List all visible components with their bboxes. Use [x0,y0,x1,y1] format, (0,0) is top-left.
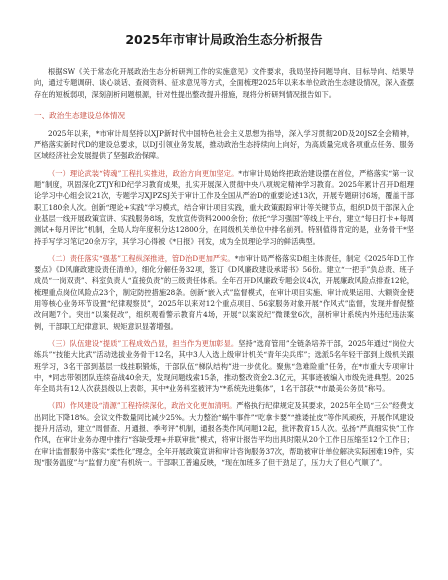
subheading-style: （四）作风建设“清源”工程持续深化，政治文化更加清明。 [48,401,237,411]
body-team: 坚持“选育管用”全链条培养干部，2025年通过“岗位大练兵”“技能大比武”活动选拔业务骨干12名，其中3人入选上级审计机关“青年尖兵库”；选派5名年轻干部到上级机关跟班学习，3名干部到基层一线挂职锻炼，干部队伍“梯队结构”进一步优化。聚焦“急难险重”任务，在*市重大专项审计中，*同志带领团队连续奋战40余天，发现问题线索15条，推动整改资金2.3亿元，其事迹被编入市级先进典型。2025年全局共有12人次获县级以上表彰，其中*业务科室被评为“*系统先进集体”，1名干部获“*市最美公务员”称号。 [34,338,414,394]
subheading-responsibility: （二）责任落实“强基”工程纵深推进，管D治D更加严实。 [48,253,235,263]
paragraph-style [34,400,414,468]
body-theory: *市审计局始终把政治建设摆在首位，严格落实“第一议题”制度，巩固深化ZTJY和D纪学习教育成果，扎实开展深入贯彻中央八项规定精神学习教育。2025年累计召开D组理论学习中心组会议21次，专题学习XJPZSJ关于审计工作及全国从严治D的重要论述13次，开展专题研讨6场，覆盖干部职工180余人次。创新“理论+实践”学习模式，结合审计项目实践，重大政策跟踪审计等关键节点，组织D员干部深入企业基层一线开展政策宣讲、实践服务8场，发放宣传资料2000余份；依托“学习强国”等线上平台，建立“每日打卡+每周测试+每月评比”机制，全局人均年度积分达12800分，在同级机关单位中排名前列。特别值得肯定的是，业务骨干*坚持手写学习笔记20余万字，其学习心得被《*日报》刊发，成为全员理论学习的鲜活典型。 [34,168,414,246]
paragraph-responsibility [34,253,414,332]
document-title: 2025年市审计局政治生态分析报告 [125,32,323,47]
paragraph-team [34,338,414,394]
section-intro-paragraph: 2025年以来，*市审计局坚持以XJP新时代中国特色社会主义思想为指导，深入学习贯彻20D及20JSZ全会精神，严格落实新时代D的建设总要求，以DJ引领业务发展，推动政治生态持续向上向好，为高质量完成各项重点任务、服务区域经济社会发展提供了坚强政治保障。 [34,128,414,161]
body-style: 严格执行纪律规定及其要求，2025年全局“三公”经费支出同比下降18%。会议文件数量同比减少25%。大力整治“蜗牛事件”“吃拿卡要”“推诿扯皮”等作风顽疾，开展作风建设提升月活动，建立“周督查、月通报、季考评”机制，通报各类作风问题12起，批评教育15人次。弘扬“严真细实快”工作作风，在审计业务办理中推行“容缺受理+并联审批”模式，将审计报告平均出具时限从20个工作日压缩至12个工作日；在审计监督服务中落实“柔性化”理念，全年开展政策宣讲和审计咨询服务37次，帮助被审计单位解决实际困难19件，实现“服务温度”与“监督力度”有机统一。干部职工普遍反映，“现在加班多了但干劲足了，压力大了但心气顺了”。 [34,401,414,467]
section-heading: 一、政治生态建设总体情况 [34,110,126,120]
subheading-theory: （一）理论武装“铸魂”工程扎实推进，政治方向更加坚定。 [48,168,239,178]
paragraph-theory [34,168,414,247]
intro-paragraph: 根据SW《关于常态化开展政治生态分析研判工作的实施意见》文件要求，我局坚持问题导向、目标导向、结果导向，通过专题调研、谈心谈话、查阅资料、征求意见等方式，全面梳理2025年以来本单位政治生态建设情况，深入查摆存在的短板弱项，深刻剖析问题根源，针对性提出整改提升措施，现将分析研判情况报告如下。 [34,67,414,99]
body-responsibility: *市审计局严格落实D组主体责任，制定《2025年D工作要点》《D风廉政建设责任清单》，细化分解任务32项，签订《D风廉政建设承诺书》56份。建立“一把手”负总责、班子成员“一岗双责”、科室负责人“直接负责”的三级责任体系。全年召开D风廉政专题会议4次，开展廉政风险点排查12轮，梳理重点岗位风险点23个，制定防控措施28条。创新“嵌入式”监督模式，在审计项目实施、审计成果运用、大额资金使用等核心业务环节设置“纪律观察员”，2025年以来对12个重点项目、56家服务对象开展“作风式”监督，发现并督促整改问题7个。突出“以案促改”，组织观看警示教育片4场，开展“以案说纪”微课堂6次，剖析审计系统内外违纪违法案例，干部职工纪律意识、规矩意识显著增强。 [34,253,414,331]
subheading-team: （三）队伍建设“提质”工程成效凸显，担当作为更加彰显。 [48,338,239,348]
